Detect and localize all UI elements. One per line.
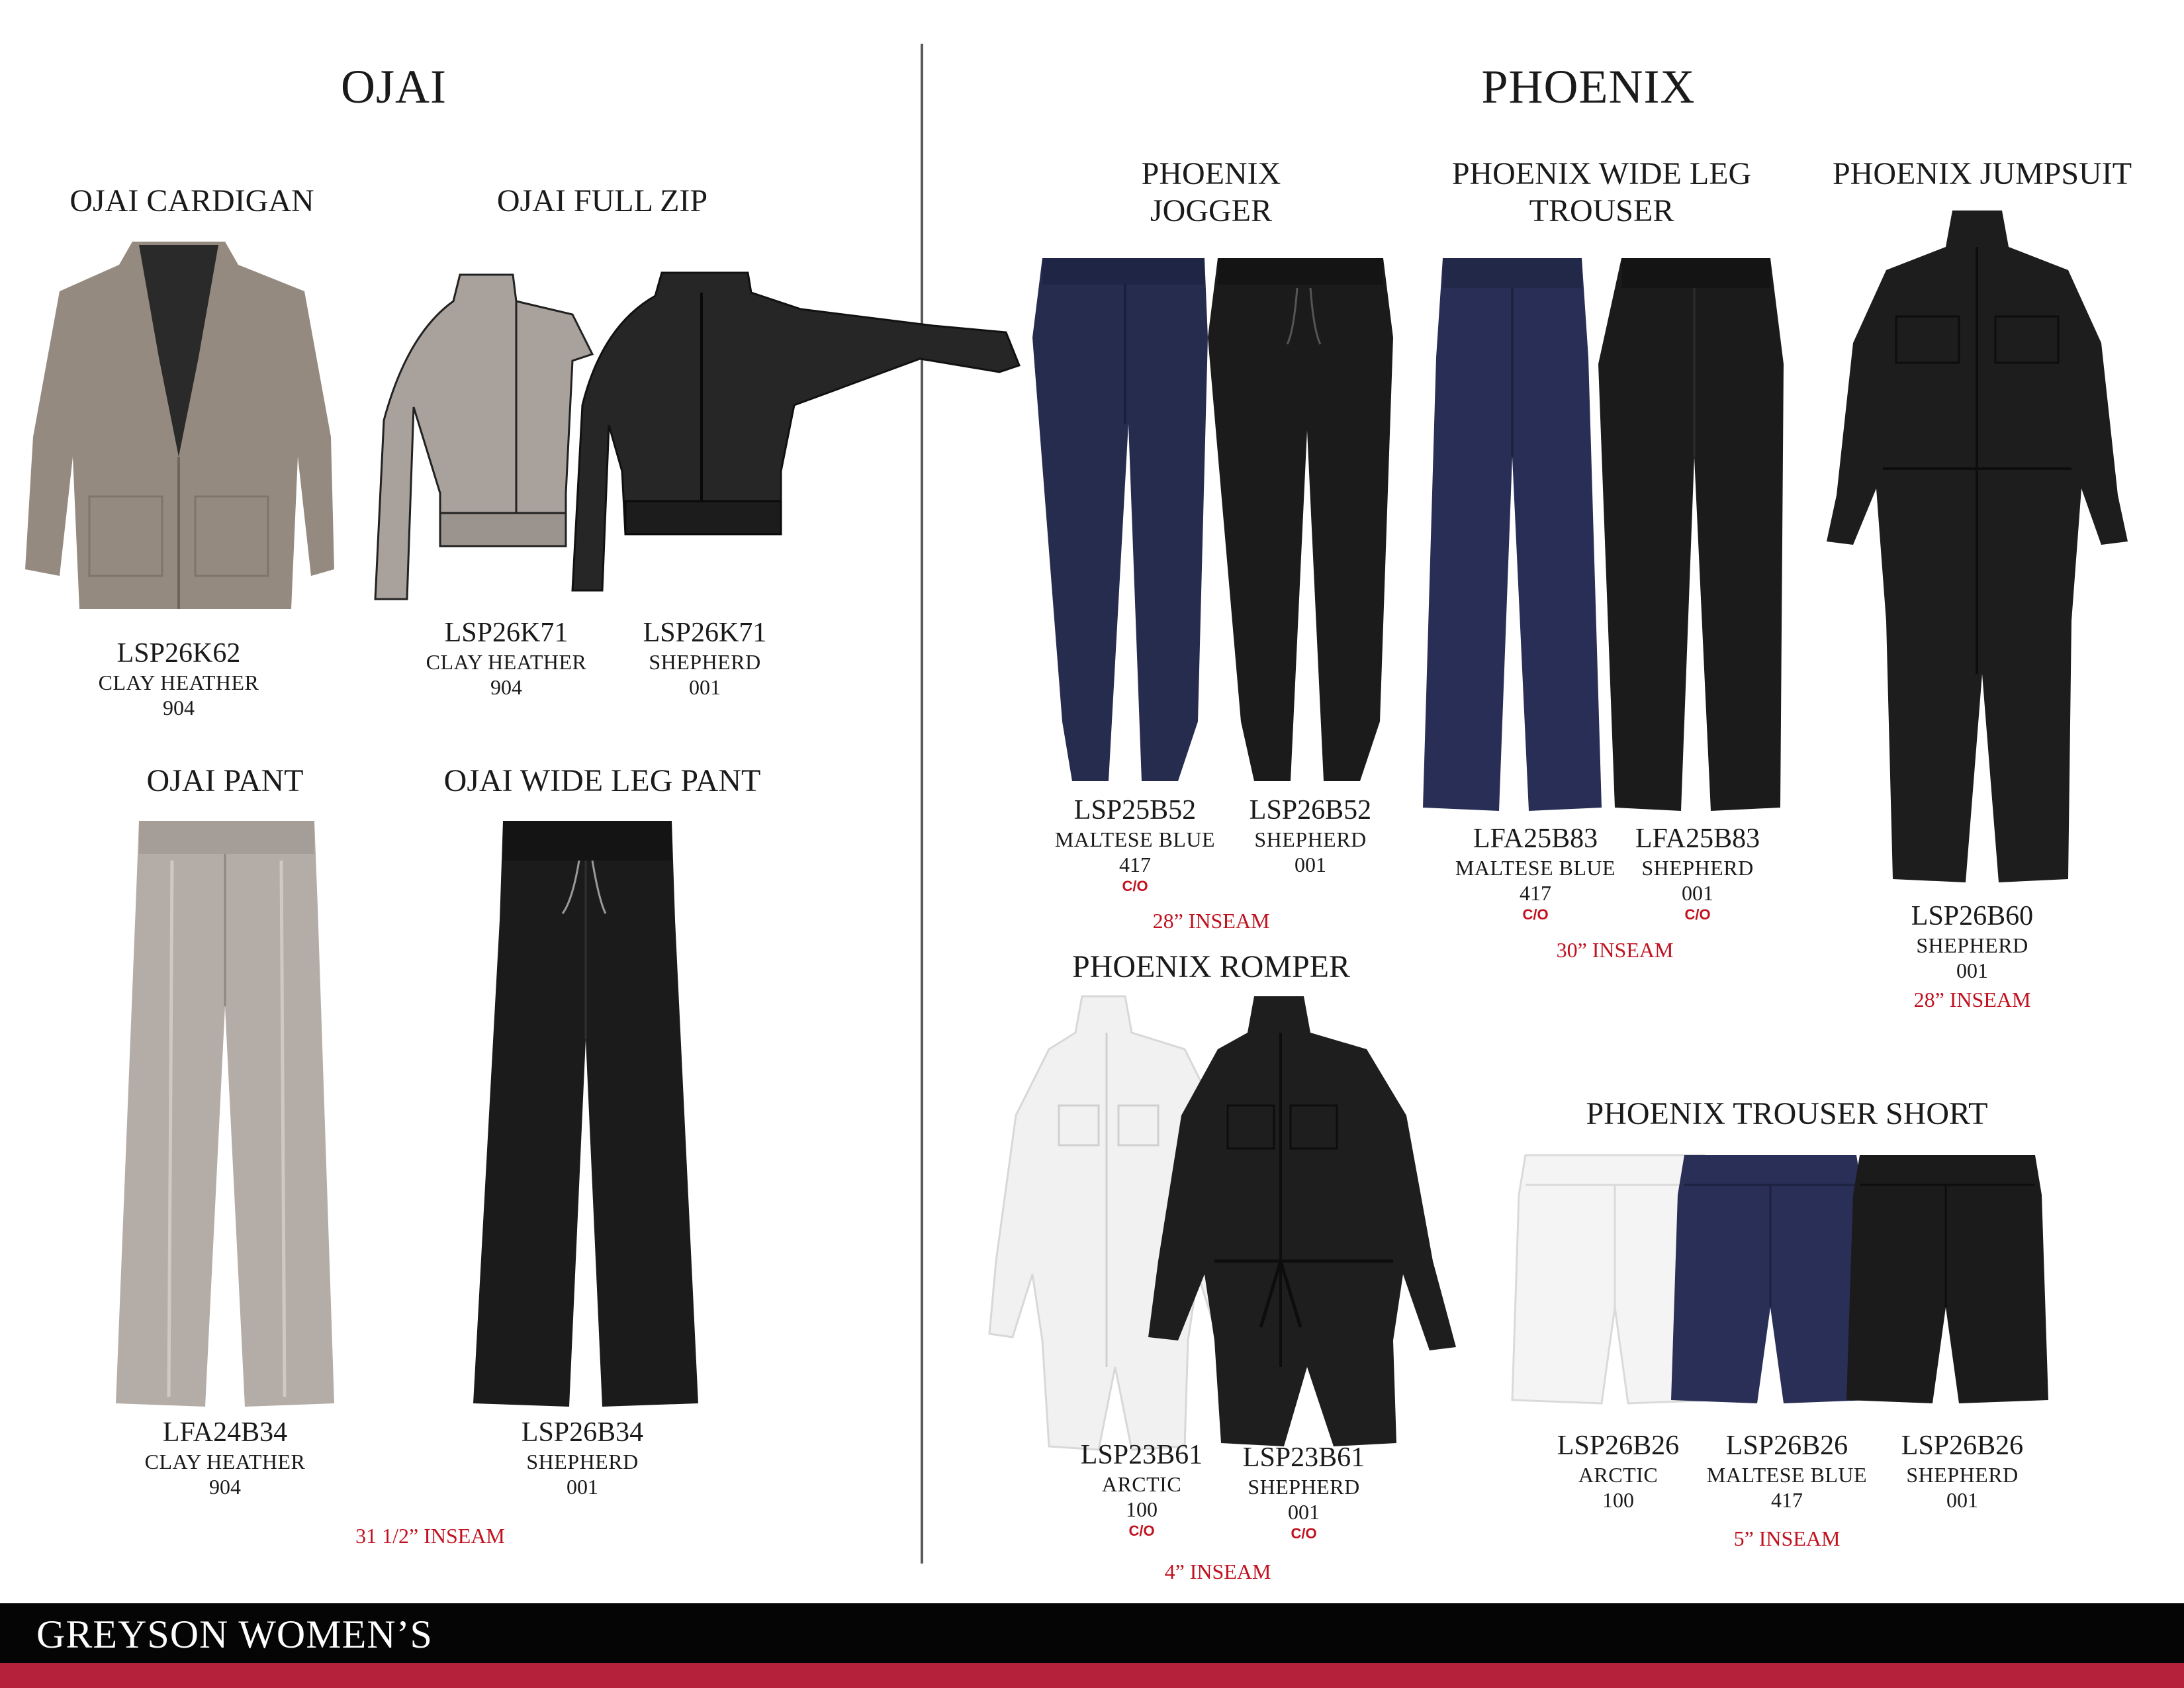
inseam-note: 4” INSEAM	[1164, 1560, 1271, 1583]
sku-label	[60, 637, 298, 720]
product-title-ojai-pant: OJAI PANT	[146, 763, 304, 798]
title-line: PHOENIX WIDE LEG	[1451, 156, 1752, 191]
product-title-ojai-wide-leg-pant: OJAI WIDE LEG PANT	[443, 763, 761, 798]
sku-color-number: 001	[567, 1475, 598, 1499]
sku-color-number: 417	[1520, 881, 1551, 905]
title-line: TROUSER	[1529, 193, 1674, 228]
sku-color-number: 001	[1946, 1488, 1978, 1512]
jogger-maltese-blue-image	[1029, 258, 1214, 781]
sku-label	[609, 617, 801, 699]
sku-color: MALTESE BLUE	[1706, 1463, 1868, 1487]
sku-label	[397, 617, 615, 699]
sku-color: ARCTIC	[1101, 1472, 1182, 1496]
sku-code: LSP25B52	[1073, 795, 1197, 825]
carryover-badge: C/O	[1291, 1525, 1317, 1542]
wide-leg-trouser-shepherd-image	[1595, 258, 1787, 811]
sku-label	[1436, 823, 1635, 925]
sku-code: LSP23B61	[1242, 1442, 1365, 1473]
sku-code: LFA25B83	[1473, 823, 1598, 854]
ojai-pant-image	[116, 821, 334, 1410]
inseam-note: 5” INSEAM	[1733, 1526, 1841, 1550]
sku-color-number: 001	[1295, 853, 1326, 876]
sku-color: SHEPHERD	[1254, 827, 1367, 851]
product-title-phoenix-jumpsuit: PHOENIX JUMPSUIT	[1832, 156, 2132, 191]
trouser-short-maltese-blue-image	[1671, 1155, 1870, 1403]
sku-label	[1873, 1430, 2052, 1512]
sku-code: LFA24B34	[162, 1417, 288, 1448]
inseam-note: 28” INSEAM	[1152, 909, 1270, 933]
sku-color-number: 001	[689, 675, 721, 699]
sku-code: LSP26B26	[1725, 1430, 1848, 1461]
sku-color: SHEPHERD	[1906, 1463, 2019, 1487]
sku-color: MALTESE BLUE	[1054, 827, 1216, 851]
section-title-phoenix: PHOENIX	[1481, 60, 1696, 113]
trouser-short-shepherd-image	[1846, 1155, 2048, 1403]
product-title-ojai-cardigan: OJAI CARDIGAN	[69, 183, 314, 218]
sku-color-number: 001	[1682, 881, 1713, 905]
carryover-badge: C/O	[1122, 878, 1148, 894]
sku-color: SHEPHERD	[649, 650, 761, 674]
sku-color: SHEPHERD	[1641, 856, 1754, 880]
sku-label	[477, 1417, 688, 1499]
sku-color-number: 001	[1288, 1500, 1320, 1524]
product-title-phoenix-wide-leg-trouser	[1430, 156, 1774, 230]
sku-color: CLAY HEATHER	[98, 671, 259, 694]
title-line: JOGGER	[1150, 193, 1272, 228]
sku-label	[1052, 1439, 1231, 1541]
section-title-ojai: OJAI	[341, 60, 447, 113]
sku-label	[106, 1417, 344, 1499]
inseam-note: 31 1/2” INSEAM	[355, 1524, 505, 1548]
product-title-phoenix-jogger	[1099, 156, 1324, 230]
sku-label	[1873, 900, 2071, 982]
sku-code: LSP26B26	[1557, 1430, 1680, 1461]
sku-color: SHEPHERD	[1248, 1475, 1360, 1499]
sku-color-number: 001	[1956, 959, 1988, 982]
footer-brand: GREYSON WOMEN’S	[36, 1613, 433, 1656]
wide-leg-trouser-maltese-blue-image	[1423, 258, 1602, 811]
sku-color-number: 100	[1126, 1497, 1158, 1521]
sku-label	[1694, 1430, 1880, 1512]
sku-code: LSP26K71	[444, 618, 569, 648]
section-divider	[921, 44, 923, 1564]
inseam-note: 28” INSEAM	[1913, 988, 2031, 1011]
sku-label	[1224, 794, 1396, 876]
sku-color-number: 904	[163, 696, 195, 720]
sku-color: CLAY HEATHER	[426, 650, 587, 674]
carryover-badge: C/O	[1684, 906, 1711, 923]
product-title-phoenix-romper: PHOENIX ROMPER	[1071, 949, 1351, 984]
carryover-badge: C/O	[1522, 906, 1549, 923]
sku-label	[1032, 794, 1238, 896]
sku-label	[1224, 1442, 1383, 1544]
sku-code: LSP26B60	[1911, 901, 2034, 931]
sku-color: ARCTIC	[1578, 1463, 1659, 1487]
sku-label	[1615, 823, 1780, 925]
sku-color-number: 904	[490, 675, 522, 699]
cardigan-image	[20, 238, 338, 616]
product-title-ojai-full-zip: OJAI FULL ZIP	[496, 183, 708, 218]
full-zip-shepherd-image	[569, 273, 1019, 597]
sku-color-number: 417	[1119, 853, 1151, 876]
sku-color: CLAY HEATHER	[144, 1450, 306, 1474]
sku-color-number: 904	[209, 1475, 241, 1499]
sku-code: LFA25B83	[1635, 823, 1760, 854]
product-title-phoenix-trouser-short: PHOENIX TROUSER SHORT	[1586, 1096, 1988, 1131]
ojai-wide-leg-pant-image	[473, 821, 698, 1410]
footer-accent-stripe	[0, 1663, 2184, 1688]
sku-code: LSP26K71	[643, 618, 767, 648]
sku-color: SHEPHERD	[526, 1450, 639, 1474]
sku-color: MALTESE BLUE	[1455, 856, 1616, 880]
sku-code: LSP23B61	[1080, 1440, 1203, 1470]
sku-color-number: 417	[1771, 1488, 1803, 1512]
sku-code: LSP26B26	[1901, 1430, 2024, 1461]
inseam-note: 30” INSEAM	[1556, 938, 1674, 962]
romper-shepherd-image	[1142, 996, 1459, 1446]
title-line: PHOENIX	[1141, 156, 1281, 191]
sku-code: LSP26B34	[521, 1417, 644, 1448]
jumpsuit-image	[1823, 211, 2128, 886]
carryover-badge: C/O	[1128, 1523, 1155, 1539]
sku-label	[1532, 1430, 1704, 1512]
sku-color-number: 100	[1602, 1488, 1634, 1512]
sku-code: LSP26B52	[1249, 795, 1372, 825]
sku-code: LSP26K62	[116, 638, 241, 669]
sku-color: SHEPHERD	[1916, 933, 2028, 957]
jogger-shepherd-image	[1205, 258, 1396, 781]
